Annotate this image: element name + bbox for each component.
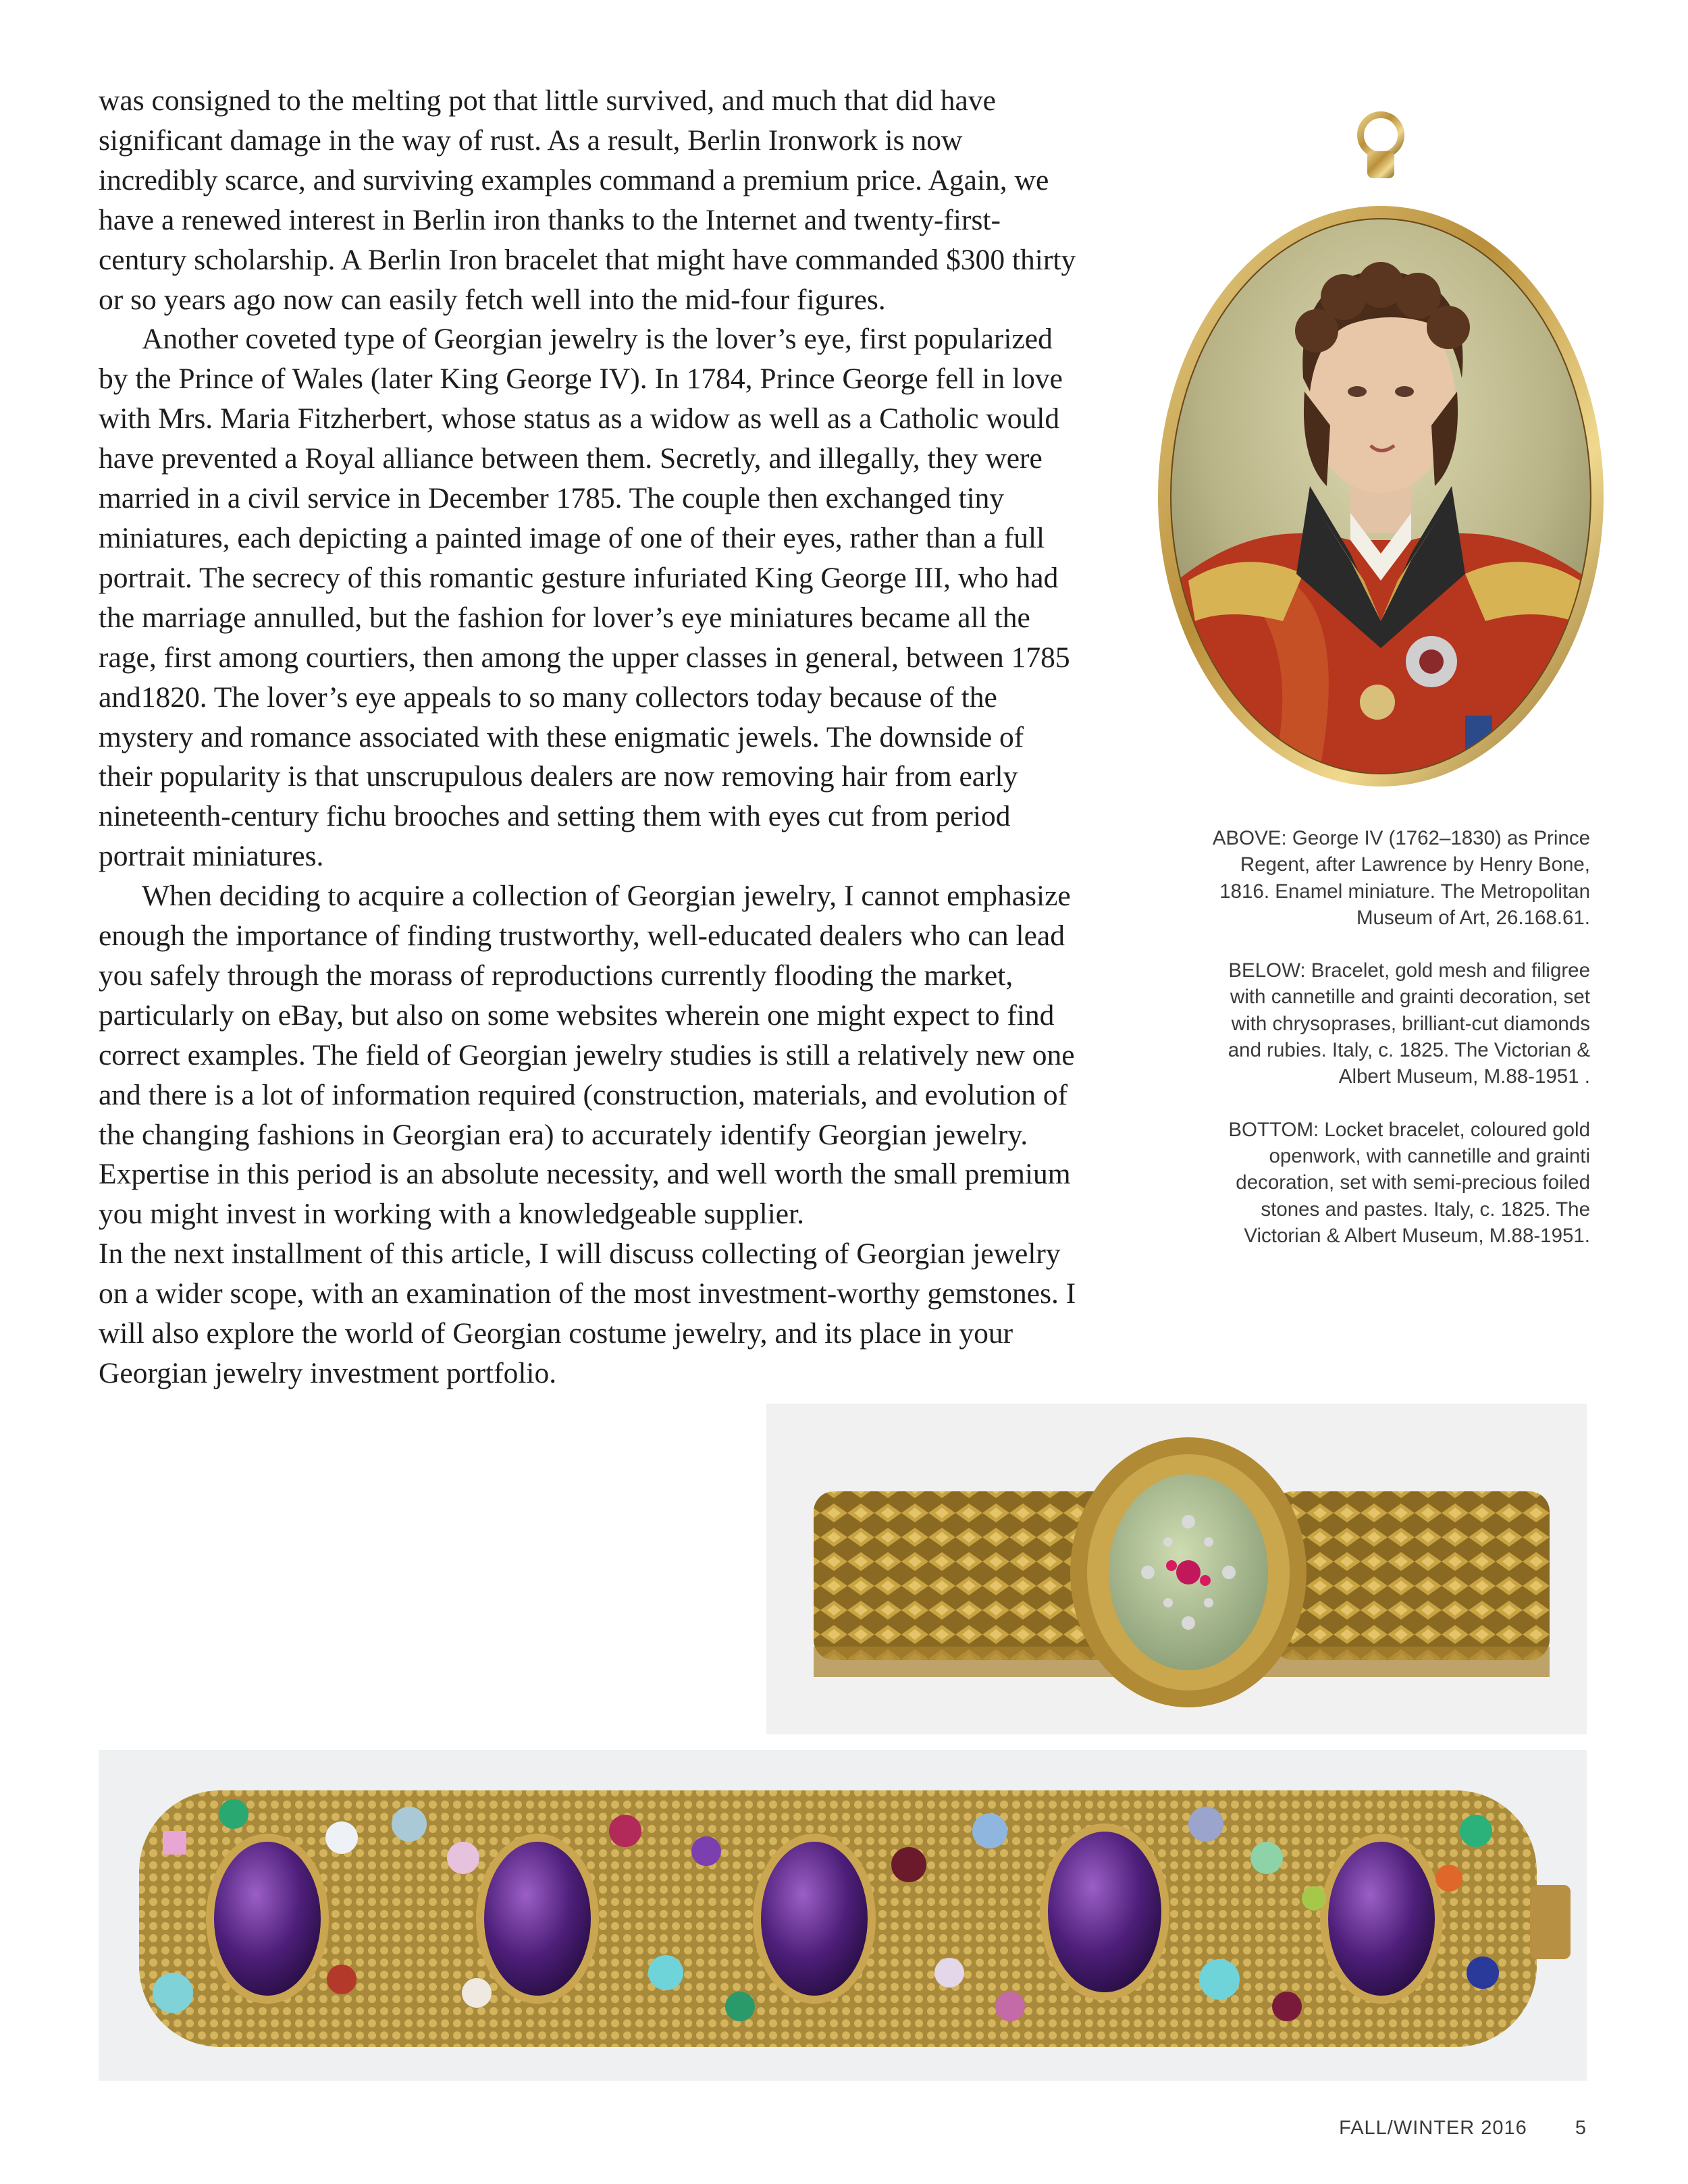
locket-bracelet-illustration [99,1750,1587,2081]
image-captions [1195,825,1590,1275]
caption-bottom: BOTTOM: Locket bracelet, coloured gold openwork, with cannetille and grainti decoration, set with semi-precious foiled stones and pastes. Italy, c. 1825. The Victorian & Albert Museum, M.88-1951. [1228,1118,1590,1247]
portrait-miniature-image [1148,108,1614,787]
locket-bracelet-image [99,1750,1587,2081]
paragraph-dealers: When deciding to acquire a collection of Georgian jewelry, I cannot emphasize enough the importance of finding trustworthy, well-educated dealers who can lead you safely through the morass of reproductions currently flooding the market, particularly on eBay, but also on some websites wherein one might expect to find correct examples. The field of Georgian jewelry studies is still a relatively new one and there is a lot of information required (construction, materials, and evolution of the changing fashions in Georgian era) to accurately identify Georgian jewelry. Expertise in this period is an absolute necessity, and well worth the small premium you might invest in working with a knowledgeable supplier. [99,880,1075,1231]
article-body [99,81,1084,1393]
caption-below: BELOW: Bracelet, gold mesh and filigree with cannetille and grainti decoration, set with chrysoprases, brilliant-cut diamonds and rubies. Italy, c. 1825. The Victorian & Albert Museum, M.88-1951 . [1228,959,1590,1088]
paragraph-berlin-iron: was consigned to the melting pot that little survived, and much that did have significant damage in the way of rust. As a result, Berlin Ironwork is now incredibly scarce, and surviving examples command a premium price. Again, we have a renewed interest in Berlin iron thanks to the Internet and twenty-first-century scholarship. A Berlin Iron bracelet that might have commanded $300 thirty or so years ago now can easily fetch well into the mid-four figures. [99,84,1076,316]
paragraph-next-installment: In the next installment of this article, I will discuss collecting of Georgian jewelry on a wider scope, with an examination of the most investment-worthy gemstones. I will also explore the world of Georgian costume jewelry, and its place in your Georgian jewelry investment portfolio. [99,1237,1076,1389]
mesh-bracelet-image [766,1404,1587,1734]
mesh-bracelet-illustration [766,1404,1587,1734]
caption-above: ABOVE: George IV (1762–1830) as Prince Regent, after Lawrence by Henry Bone, 1816. Enamel miniature. The Metropolitan Museum of Art, 26.168.61. [1212,827,1590,929]
page-footer [1148,2117,1587,2139]
page-number: 5 [1575,2117,1587,2139]
issue-label: FALL/WINTER 2016 [1339,2117,1527,2139]
portrait-illustration [1148,108,1614,787]
paragraph-lovers-eye: Another coveted type of Georgian jewelry is the lover’s eye, first popularized by the Prince of Wales (later King George IV). In 1784, Prince George fell in love with Mrs. Maria Fitzherbert, whose status as a widow as well as a Catholic would have prevented a Royal alliance between them. Secretly, and illegally, they were married in a civil service in December 1785. The couple then exchanged tiny miniatures, each depicting a painted image of one of their eyes, rather than a full portrait. The secrecy of this romantic gesture infuriated King George III, who had the marriage annulled, but the fashion for lover’s eye miniatures became all the rage, first among courtiers, then among the upper classes in general, between 1785 and1820. The lover’s eye appeals to so many collectors today because of the mystery and romance associated with these enigmatic jewels. The downside of their popularity is that unscrupulous dealers are now removing hair from early nineteenth-century fichu brooches and setting them with eyes cut from period portrait miniatures. [99,323,1070,873]
